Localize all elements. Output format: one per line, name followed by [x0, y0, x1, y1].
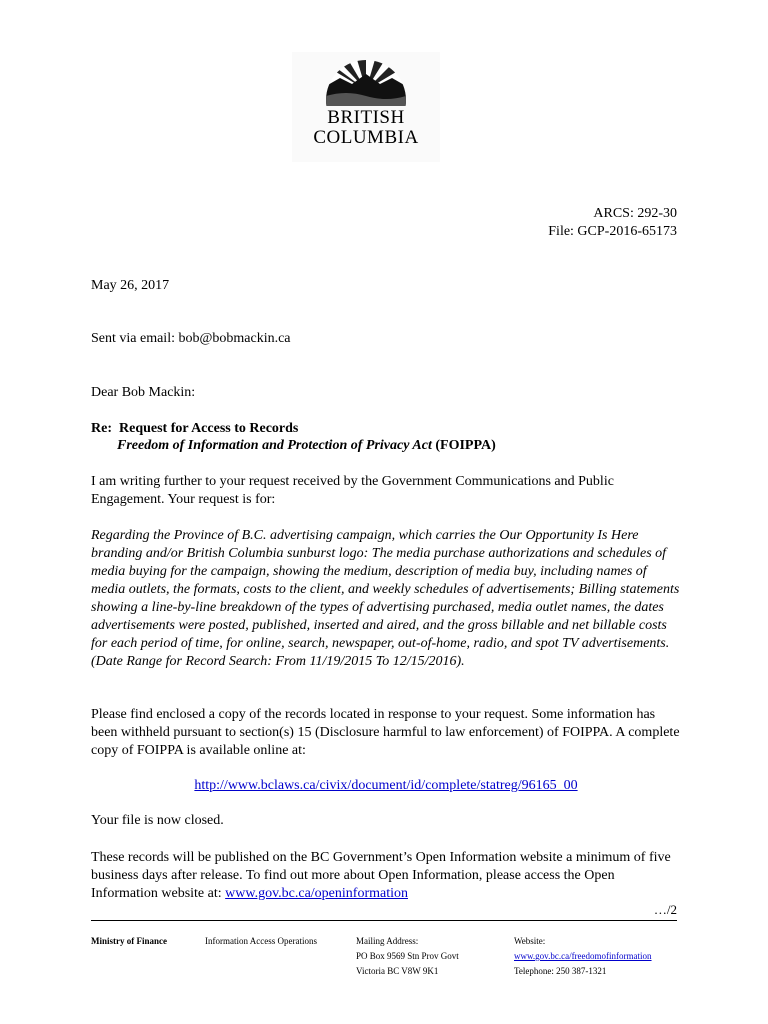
footer-mailing-line1: PO Box 9569 Stn Prov Govt	[356, 951, 459, 961]
footer-mailing-line2: Victoria BC V8W 9K1	[356, 966, 439, 976]
footer-divider	[91, 920, 677, 921]
act-name: Freedom of Information and Protection of Privacy Act	[117, 438, 432, 453]
request-description: Regarding the Province of B.C. advertising campaign, which carries the Our Opportunity Is Here branding and/or British Columbia sunburst logo: The media purchase authorizations and schedules of media buying for the campaign, showing the medium, description of media buy, including names of media outlets, the formats, costs to the client, and weekly schedules of advertisements; Billing statements showing a line-by-line breakdown of the types of advertising purchased, media outlet names, the dates advertisements were posted, published, inserted and aired, and the gross billable and net billable costs for each period of time, for online, search, newspaper, out-of-home, radio, and spot TV advertisements. (Date Range for Record Search: From 11/19/2015 To 12/15/2016).	[91, 528, 680, 669]
footer-branch: Information Access Operations	[205, 936, 317, 946]
sunburst-icon	[322, 56, 410, 106]
act-line	[117, 437, 707, 455]
act-abbreviation: (FOIPPA)	[431, 438, 496, 453]
file-number: File: GCP-2016-65173	[548, 224, 677, 239]
footer-mailing	[356, 934, 459, 979]
logo-line-columbia: COLUMBIA	[313, 127, 419, 148]
file-closed: Your file is now closed.	[91, 813, 224, 828]
sent-via-email: Sent via email: bob@bobmackin.ca	[91, 331, 291, 346]
records-paragraph: Please find enclosed a copy of the records located in response to your request. Some information has been withheld pursuant to section(s) 15 (Disclosure harmful to law enforcement) of FOIPPA. A complete copy of FOIPPA is available online at:	[91, 707, 680, 758]
footer-website	[514, 934, 652, 979]
footer-website-label: Website:	[514, 936, 546, 946]
subject-line	[91, 420, 681, 438]
footer-website-link[interactable]: www.gov.bc.ca/freedomofinformation	[514, 951, 652, 961]
foippa-link-line	[91, 777, 681, 795]
salutation: Dear Bob Mackin:	[91, 385, 196, 400]
open-information-text: These records will be published on the BC Government’s Open Information website a minimum of five business days after release. To find out more about Open Information, please access the Open Information website at:	[91, 850, 671, 901]
intro-paragraph: I am writing further to your request received by the Government Communications and Public Engagement. Your request is for:	[91, 474, 614, 507]
footer-telephone: Telephone: 250 387-1321	[514, 966, 607, 976]
re-label: Re:	[91, 421, 112, 436]
logo-line-british: BRITISH	[327, 107, 405, 128]
open-information-paragraph	[91, 849, 681, 903]
file-reference	[548, 205, 677, 241]
continued-marker: …/2	[653, 902, 677, 917]
bc-government-logo	[292, 52, 440, 162]
open-information-link[interactable]: www.gov.bc.ca/openinformation	[225, 886, 408, 901]
footer-mailing-label: Mailing Address:	[356, 936, 419, 946]
arcs-number: ARCS: 292-30	[593, 206, 677, 221]
foippa-link[interactable]: http://www.bclaws.ca/civix/document/id/complete/statreg/96165_00	[194, 778, 578, 793]
subject-title: Request for Access to Records	[119, 421, 299, 436]
letter-date: May 26, 2017	[91, 278, 170, 293]
footer-ministry: Ministry of Finance	[91, 936, 167, 946]
